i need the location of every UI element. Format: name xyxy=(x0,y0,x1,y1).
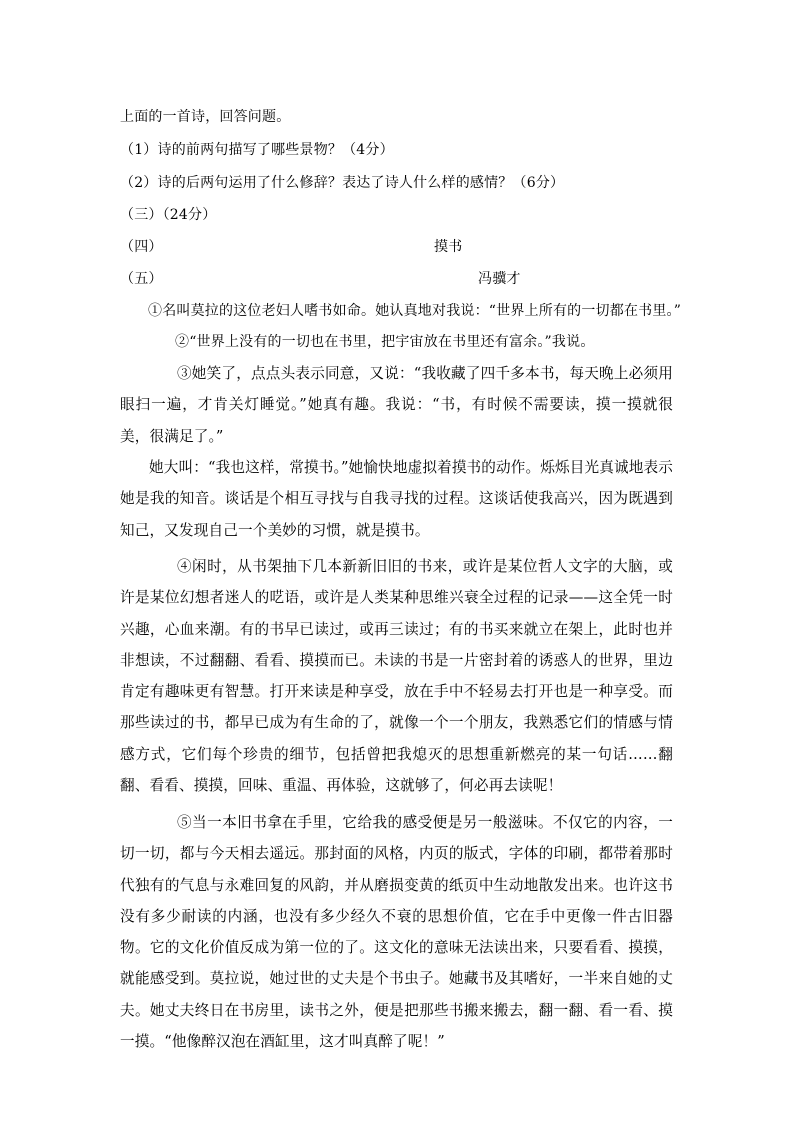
intro-line: 上面的一首诗，回答问题。 xyxy=(120,109,291,125)
paragraph-1: ①名叫莫拉的这位老妇人嗜书如命。她认真地对我说：“世界上所有的一切都在书里。” xyxy=(148,303,682,319)
paragraph-5: ④闲时，从书架抽下几本新新旧旧的书来，或许是某位哲人文字的大脑，或许是某位幻想者迷人的呓语，或许是人类某种思维兴衰全过程的记录——这全凭一时兴趣，心血来潮。有的书早已读过，或再三读过；有的书买来就立在架上，此时也并非想读，不过翻翻、看看、摸摸而已。未读的书是一片密封着的诱惑人的世界，里边肯定有趣味更有智慧。打开来读是种享受，放在手中不轻易去打开也是一种享受。而那些读过的书，都早已成为有生命的了，就像一个一个朋友，我熟悉它们的情感与情感方式，它们每个珍贵的细节，包括曾把我熄灭的思想重新燃亮的某一句话……翻翻、看看、摸摸，回味、重温、再体验，这就够了，何必再去读呢！ xyxy=(120,558,673,795)
paragraph-3: ③她笑了，点点头表示同意，又说：“我收藏了四千多本书，每天晚上必须用眼扫一遍，才肯关灯睡觉。”她真有趣。我说：“书，有时候不需要读，摸一摸就很美，很满足了。” xyxy=(120,365,673,445)
paragraph-4: 她大叫：“我也这样，常摸书。”她愉快地虚拟着摸书的动作。烁烁目光真诚地表示她是我的知音。谈话是个相互寻找与自我寻找的过程。这谈话使我高兴，因为既遇到知己，又发现自己一个美妙的习惯，就是摸书。 xyxy=(120,459,673,539)
paragraph-2: ②“世界上没有的一切也在书里，把宇宙放在书里还有富余。”我说。 xyxy=(175,334,595,350)
section-5-heading: （五） xyxy=(120,271,163,287)
article-title: 摸书 xyxy=(434,239,463,255)
section-4-heading: （四） xyxy=(120,239,163,255)
question-1: （1）诗的前两句描写了哪些景物？（4分） xyxy=(120,142,394,158)
article-author: 冯骥才 xyxy=(478,271,521,287)
paragraph-6: ⑤当一本旧书拿在手里，它给我的感受便是另一般滋味。不仅它的内容，一切一切，都与今天相去遥远。那封面的风格，内页的版式，字体的印刷，都带着那时代独有的气息与永难回复的风韵，并从磨损变黄的纸页中生动地散发出来。也许这书没有多少耐读的内涵，也没有多少经久不衰的思想价值，它在手中更像一件古旧器物。它的文化价值反成为第一位的了。这文化的意味无法读出来，只要看看、摸摸，就能感受到。莫拉说，她过世的丈夫是个书虫子。她藏书及其嗜好，一半来自她的丈夫。她丈夫终日在书房里，读书之外，便是把那些书搬来搬去，翻一翻、看一看、摸一摸。“他像醉汉泡在酒缸里，这才叫真醉了呢！” xyxy=(120,814,673,1051)
section-3-heading: （三）（24分） xyxy=(120,207,217,223)
question-2: （2）诗的后两句运用了什么修辞？表达了诗人什么样的感情？（6分） xyxy=(120,175,565,191)
